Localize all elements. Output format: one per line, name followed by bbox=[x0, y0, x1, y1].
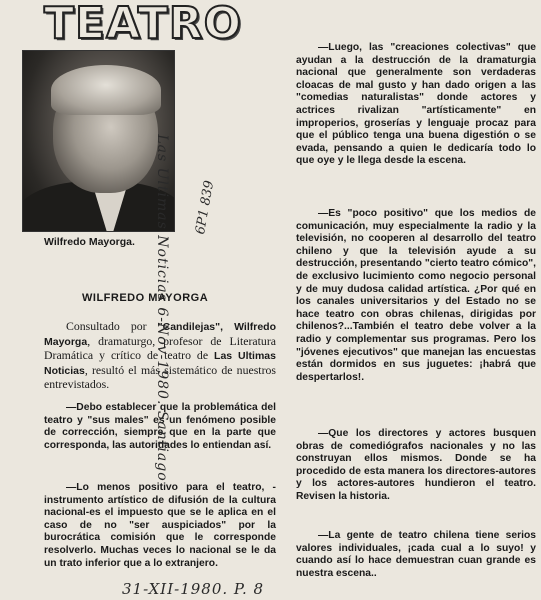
right-column-paragraph-1: —Luego, las "creaciones colectivas" que ayudan a la destrucción de la dramaturgia nacional que generalmente son verdaderas cloacas de mal gusto y han dado origen a las "comedias naturalistas" donde actores y actrices rivalizan "artísticamente" en improperios, groserías y lenguaje procaz para que el público tenga una buena digestión o se evada, pensando a quien le dedicaría todo lo que oye y le llega desde la escena. bbox=[296, 42, 536, 167]
handwritten-source-note: Las Ultimas Noticias 6-Nov-1980. Santiago bbox=[154, 134, 170, 482]
right-column-paragraph-3: —Que los directores y actores busquen obras de comediógrafos nacionales y no las construyan ellos mismos. Donde se ha procedido de esta manera los directores-autores y los actores-autores hundieron el teatro. Revisen la historia. bbox=[296, 428, 536, 502]
masthead-title: TEATRO bbox=[44, 0, 243, 49]
article-byline: WILFREDO MAYORGA bbox=[82, 292, 209, 304]
left-column-paragraph-1: —Debo establecer que la problemática del teatro y "sus males" es un fenómeno posible de corrección, siempre que en la parte que corresponda, las autoridades lo entiendan así. bbox=[44, 402, 276, 451]
handwritten-date: 31-XII-1980. P. 8 bbox=[122, 580, 265, 598]
article-intro: Consultado por "Candilejas", Wilfredo Mayorga, dramaturgo, profesor de Literatura Dramática y crítico de teatro de Las Ultimas Noticias, resultó el más sistemático de nuestros entrevistados. bbox=[44, 319, 276, 392]
right-column-paragraph-2: —Es "poco positivo" que los medios de comunicación, muy especialmente la radio y la televisión, no cooperen al desarrollo del teatro chileno y que la televisión ayude a su destrucción, presentando "cierto teatro cómico", de exclusivo lucimiento como negocio personal y de muy dudosa calidad artística. ¿Por qué en los canales universitarios y del Estado no se hace teatro con obras chilenas, dirigidas por chilenos?...También el teatro debe volver a la radio y complementar sus programas. Pero los "jóvenes ejecutivos" que manejan las encuestas están dormidos en sus juguetes: ¡habrá que despertarlos!. bbox=[296, 208, 536, 383]
handwritten-catalog-number: 6P1 839 bbox=[193, 179, 218, 236]
right-column-paragraph-4: —La gente de teatro chilena tiene serios valores individuales, ¡cada cual a lo suyo! y cuando así lo hace demuestran cuan grande es nuestra escena.. bbox=[296, 530, 536, 579]
photo-caption: Wilfredo Mayorga. bbox=[44, 236, 135, 248]
left-column-paragraph-2: —Lo menos positivo para el teatro, -instrumento artístico de difusión de la cultura nacional-es el impuesto que se le aplica en el caso de no "ser auspiciados" por la burocrática comisión que le corresponde resolverlo. Muchas veces lo nacional se le da un trato inferior que a lo extranjero. bbox=[44, 482, 276, 569]
portrait-photo bbox=[22, 50, 175, 232]
